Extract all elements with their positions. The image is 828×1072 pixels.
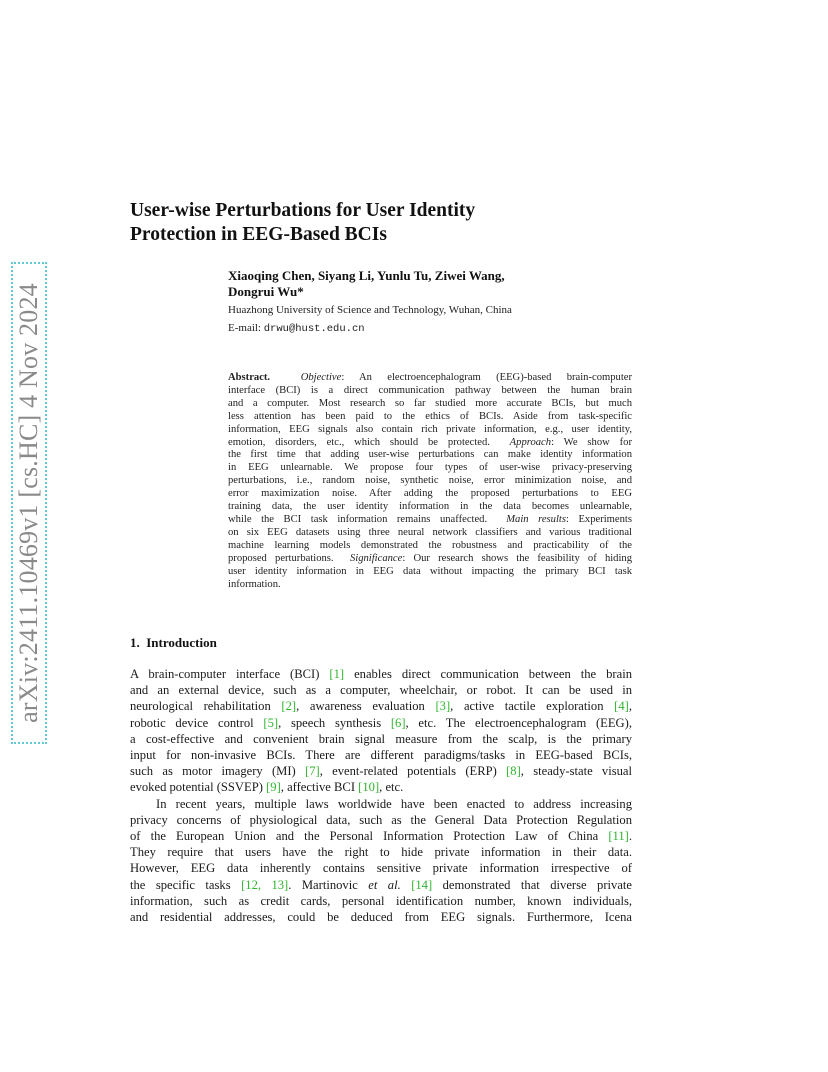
- abstract-line: perturbations, i.e., random noise, synthetic noise, error minimization noise, and: [228, 475, 632, 487]
- citation-link[interactable]: [10]: [358, 780, 380, 795]
- citation-link[interactable]: [2]: [281, 699, 297, 714]
- paragraph-line: of the European Union and the Personal Information Protection Law of China [11].: [130, 829, 632, 844]
- abstract-line: the first time that adding user-wise perturbations can make identity information: [228, 449, 632, 461]
- abstract-line: error maximization noise. After adding the proposed perturbations to EEG: [228, 488, 632, 500]
- abstract-line: proposed perturbations. Significance: Our research shows the feasibility of hiding: [228, 552, 633, 564]
- paragraph-line: In recent years, multiple laws worldwide have been enacted to address increasing: [156, 796, 632, 811]
- email-line: [228, 322, 365, 335]
- abstract: [228, 372, 632, 591]
- abstract-line: interface (BCI) is a direct communication pathway between the human brain: [228, 384, 632, 396]
- paragraph-line: the specific tasks [12, 13]. Martinovic et al. [14] demonstrated that diverse private: [130, 877, 633, 892]
- citation-link[interactable]: [5]: [263, 715, 279, 730]
- citation-link[interactable]: [3]: [435, 699, 451, 714]
- abstract-line: in EEG unlearnable. We propose four types of user-wise privacy-preserving: [228, 462, 632, 474]
- abstract-line: and a computer. Most research so far studied more accurate BCIs, but much: [228, 397, 632, 409]
- paragraph-line: input for non-invasive BCIs. There are different paradigms/tasks in EEG-based BCIs,: [130, 748, 632, 763]
- paragraph-line: a cost-effective and convenient brain signal measure from the scalp, is the primary: [130, 731, 632, 746]
- paragraph-line: such as motor imagery (MI) [7], event-related potentials (ERP) [8], steady-state visual: [130, 764, 632, 779]
- abstract-line: on six EEG datasets using three neural network classifiers and various traditional: [228, 526, 632, 538]
- email-address[interactable]: drwu@hust.edu.cn: [263, 323, 365, 335]
- citation-link[interactable]: [12, 13]: [241, 877, 289, 892]
- paragraph-line: However, EEG data inherently contains sensitive private information irrespective of: [130, 861, 632, 876]
- citation-link[interactable]: [1]: [329, 667, 345, 681]
- citation-link[interactable]: [9]: [266, 780, 281, 795]
- section-heading: [130, 635, 217, 651]
- paper-title-line-1: User-wise Perturbations for User Identity: [130, 200, 476, 221]
- email-label: E-mail:: [228, 322, 261, 334]
- abstract-label: Abstract.: [228, 372, 271, 383]
- objective-label: Objective: [300, 372, 342, 383]
- citation-link[interactable]: [14]: [411, 877, 433, 892]
- paragraph-line: They require that users have the right to hide private information in their data.: [130, 845, 632, 860]
- paragraph-line: information, such as credit cards, personal identification number, known individuals,: [130, 893, 632, 908]
- author-line-2: Dongrui Wu*: [228, 284, 304, 299]
- introduction-body: [130, 666, 632, 925]
- author-list: [228, 268, 628, 300]
- approach-label: Approach: [509, 436, 552, 448]
- paragraph-line: A brain-computer interface (BCI) [1] enables direct communication between the brain: [130, 667, 633, 681]
- arxiv-identifier: arXiv:2411.10469v1 [cs.HC] 4 Nov 2024: [14, 283, 43, 723]
- main-results-label: Main results: [506, 513, 566, 525]
- affiliation: Huazhong University of Science and Technology, Wuhan, China: [228, 304, 512, 316]
- paragraph-line: and residential addresses, could be deduced from EEG signals. Furthermore, Icena: [130, 910, 632, 925]
- abstract-line: while the BCI task information remains unaffected. Main results: Experiments: [228, 513, 632, 525]
- significance-label: Significance: [349, 552, 403, 564]
- abstract-line: training data, the user identity information in the data becomes unlearnable,: [228, 501, 632, 513]
- citation-link[interactable]: [8]: [506, 764, 521, 779]
- abstract-line: information, EEG signals also contain rich private information, e.g., user identity,: [228, 423, 632, 435]
- citation-link[interactable]: [7]: [305, 764, 320, 779]
- citation-link[interactable]: [4]: [614, 699, 629, 714]
- author-line-1: Xiaoqing Chen, Siyang Li, Yunlu Tu, Ziwei Wang,: [228, 268, 505, 283]
- paragraph-line: robotic device control [5], speech synthesis [6], etc. The electroencephalogram (EEG),: [130, 715, 632, 730]
- paper-title-line-2: Protection in EEG-Based BCIs: [130, 224, 387, 245]
- section-number: 1.: [130, 635, 140, 650]
- section-title: Introduction: [146, 635, 217, 650]
- abstract-line: user identity information in EEG data without impacting the primary BCI task: [228, 565, 632, 577]
- paragraph-line: privacy concerns of physiological data, such as the General Data Protection Regulation: [130, 812, 632, 827]
- citation-link[interactable]: [6]: [390, 715, 406, 730]
- paragraph-line: and an external device, such as a computer, wheelchair, or robot. It can be used in: [130, 683, 632, 698]
- abstract-line: information.: [228, 578, 281, 590]
- paragraph-line: evoked potential (SSVEP) [9], affective BCI [10], etc.: [130, 780, 404, 795]
- arxiv-stamp: [11, 262, 47, 744]
- abstract-line: emotion, disorders, etc., which should be protected. Approach: We show for: [228, 436, 632, 448]
- paragraph-line: neurological rehabilitation [2], awareness evaluation [3], active tactile exploration [4],: [130, 699, 632, 714]
- abstract-line: Abstract. Objective: An electroencephalogram (EEG)-based brain-computer: [228, 372, 632, 383]
- paper-title: [130, 199, 650, 247]
- citation-link[interactable]: [11]: [608, 829, 629, 844]
- abstract-line: less attention has been paid to the ethics of BCIs. Aside from task-specific: [228, 410, 632, 422]
- abstract-line: machine learning models demonstrated the robustness and practicability of the: [228, 539, 632, 551]
